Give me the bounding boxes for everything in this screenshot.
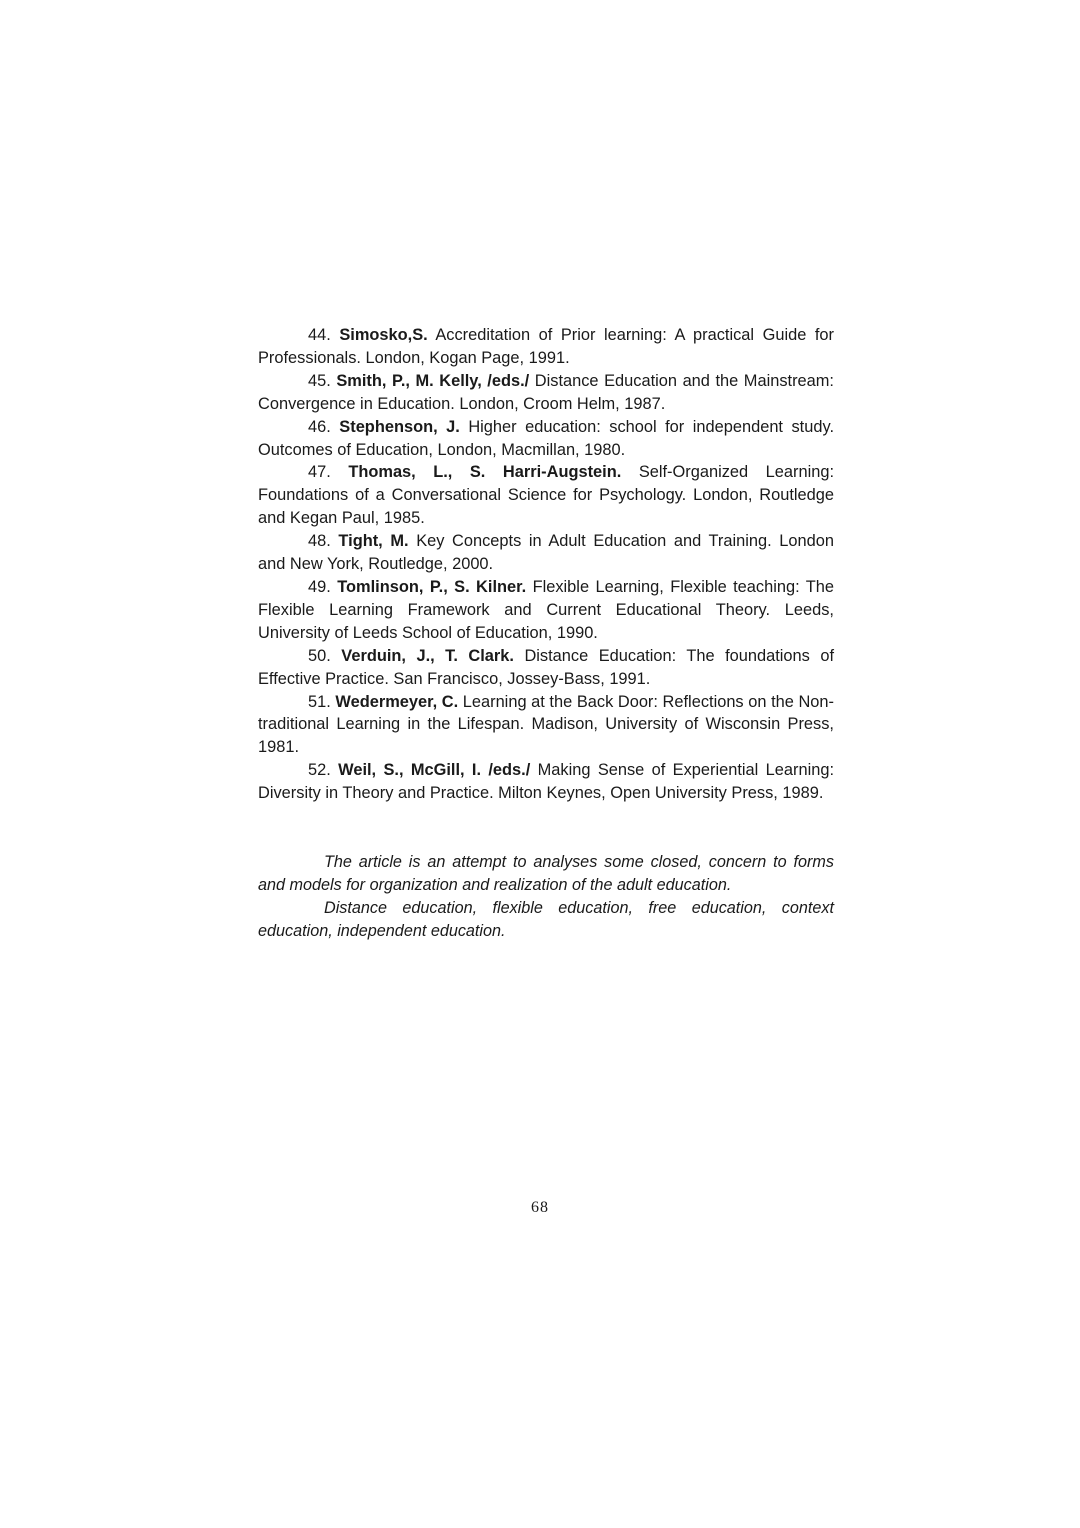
reference-text: Self-Organized Learning: Foundations of a Conversational Science for Psychology. London, Routledge and Kegan Paul, 1985. — [258, 463, 835, 528]
reference-item — [258, 324, 834, 370]
reference-number: 47. — [308, 463, 331, 482]
abstract-summary: The article is an attempt to analyses some closed, concern to forms and models for organization and realization of the adult education. — [258, 853, 834, 894]
reference-item — [258, 370, 834, 416]
reference-item — [258, 691, 834, 760]
reference-number: 49. — [308, 577, 331, 596]
reference-authors: Smith, P., M. Kelly, /eds./ — [336, 371, 530, 390]
reference-text: Key Concepts in Adult Education and Training. London and New York, Routledge, 2000. — [258, 532, 834, 574]
reference-text: Flexible Learning, Flexible teaching: The Flexible Learning Framework and Current Educational Theory. Leeds, University of Leeds School of Education, 1990. — [258, 577, 834, 642]
reference-number: 44. — [308, 326, 331, 344]
reference-item — [258, 416, 834, 462]
reference-number: 48. — [308, 532, 331, 551]
reference-authors: Tomlinson, P., S. Kilner. — [337, 577, 527, 596]
reference-item — [258, 530, 834, 576]
reference-authors: Verduin, J., T. Clark. — [341, 646, 514, 665]
reference-item — [258, 576, 834, 645]
reference-text: Distance Education and the Mainstream: Convergence in Education. London, Croom Helm, 1987. — [258, 371, 834, 413]
page-number: 68 — [531, 1199, 549, 1216]
reference-text: Learning at the Back Door: Reflections on the Non-traditional Learning in the Lifespan. Madison, University of Wisconsin Press, 1981. — [258, 692, 834, 757]
reference-item — [258, 645, 834, 691]
reference-authors: Thomas, L., S. Harri-Augstein. — [348, 463, 622, 482]
reference-text: Making Sense of Experiential Learning: Diversity in Theory and Practice. Milton Keynes, Open University Press, 1989. — [258, 761, 834, 803]
reference-number: 51. — [308, 692, 331, 711]
reference-list — [258, 324, 834, 805]
reference-item — [258, 461, 834, 530]
reference-text: Higher education: school for independent study. Outcomes of Education, London, Macmillan, 1980. — [258, 417, 834, 459]
english-abstract — [258, 851, 834, 943]
reference-authors: Weil, S., McGill, I. /eds./ — [338, 761, 531, 780]
reference-authors: Wedermeyer, C. — [335, 692, 459, 711]
reference-number: 45. — [308, 371, 331, 390]
reference-number: 52. — [308, 761, 331, 780]
reference-number: 50. — [308, 646, 331, 665]
reference-authors: Tight, M. — [338, 532, 409, 551]
abstract-keywords: Distance education, flexible education, free education, context education, independent education. — [258, 898, 834, 940]
reference-text: Distance Education: The foundations of Effective Practice. San Francisco, Jossey-Bass, 1991. — [258, 646, 835, 688]
reference-authors: Stephenson, J. — [339, 417, 460, 436]
reference-authors: Simosko,S. — [339, 326, 428, 344]
reference-number: 46. — [308, 417, 331, 436]
reference-item — [258, 759, 834, 805]
reference-text: Accreditation of Prior learning: A practical Guide for Professionals. London, Kogan Page, 1991. — [258, 326, 834, 367]
